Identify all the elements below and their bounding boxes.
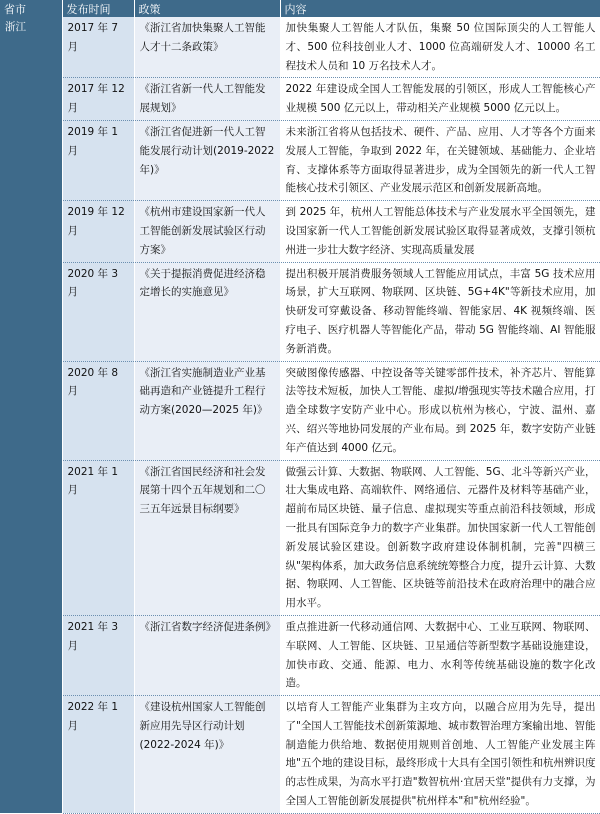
header-province: 省市	[0, 0, 62, 17]
date-cell: 2017 年 12 月	[62, 78, 134, 121]
date-cell: 2021 年 1 月	[62, 460, 134, 615]
table-row	[0, 17, 600, 78]
content-cell: 突破图像传感器、中控设备等关键零部件技术，补齐芯片、智能算法等技术短板，加快人工智能、虚拟/增强现实等技术融合应用，打造全球数字安防产业中心。形成以杭州为核心，宁波、温州、嘉兴、绍兴等地协同发展的产业布局。到 2025 年，数字安防产业链年产值达到 4000 亿元。	[280, 361, 600, 460]
policy-cell: 《浙江省实施制造业产业基础再造和产业链提升工程行动方案(2020—2025 年)》	[134, 361, 280, 460]
content-cell: 提出积极开展消费服务领域人工智能应用试点，丰富 5G 技术应用场景，扩大互联网、物联网、区块链、5G+4K"等新技术应用，加快研发可穿戴设备、移动智能终端、智能家居、4K 视频终端、医疗电子、医疗机器人等智能化产品，带动 5G 智能终端、AI 智能服务新消费。	[280, 262, 600, 361]
policy-cell: 《浙江省促进新一代人工智能发展行动计划(2019-2022年)》	[134, 120, 280, 200]
date-cell: 2022 年 1 月	[62, 696, 134, 814]
date-cell: 2017 年 7 月	[62, 17, 134, 78]
date-cell: 2020 年 8 月	[62, 361, 134, 460]
table-row	[0, 262, 600, 361]
content-cell: 做强云计算、大数据、物联网、人工智能、5G、北斗等新兴产业，壮大集成电路、高端软件、网络通信、元器件及材料等基础产业，超前布局区块链、量子信息、虚拟现实等重点前沿科技领域，形成一批具有国际竞争力的数字产业集群。加快国家新一代人工智能创新发展试验区建设。创新数字政府建设体制机制，完善"四横三纵"架构体系，加大政务信息系统统筹整合力度，提升云计算、大数据、物联网、人工智能、区块链等前沿技术在政府治理中的融合应用水平。	[280, 460, 600, 615]
policy-cell: 《浙江省国民经济和社会发展第十四个五年规划和二〇三五年远景目标纲要》	[134, 460, 280, 615]
content-cell: 以培育人工智能产业集群为主攻方向，以融合应用为先导，提出了"全国人工智能技术创新策源地、城市数智治理方案输出地、智能制造能力供给地、数据使用规则首创地、人工智能产业发展主阵地"五个地的建设目标，最终形成十大具有全国引领性和杭州辨识度的志性成果，为高水平打造"数智杭州·宜居天堂"提供有力支撑，为全国人工智能创新发展提供"杭州样本"和"杭州经验"。	[280, 696, 600, 814]
table-row	[0, 78, 600, 121]
content-cell: 2022 年建设成全国人工智能发展的引领区，形成人工智能核心产业规模 500 亿元以上，带动相关产业规模 5000 亿元以上。	[280, 78, 600, 121]
table-header-row	[0, 0, 600, 17]
table-row	[0, 696, 600, 814]
table-row	[0, 615, 600, 695]
policy-cell: 《建设杭州国家人工智能创新应用先导区行动计划(2022-2024 年)》	[134, 696, 280, 814]
content-cell: 重点推进新一代移动通信网、大数据中心、工业互联网、物联网、车联网、人工智能、区块链、卫星通信等新型数字基础设施建设，加快市政、交通、能源、电力、水利等传统基础设施的数字化改造。	[280, 615, 600, 695]
policy-cell: 《浙江省数字经济促进条例》	[134, 615, 280, 695]
header-policy: 政策	[134, 0, 280, 17]
policy-cell: 《关于提振消费促进经济稳定增长的实施意见》	[134, 262, 280, 361]
table-row	[0, 201, 600, 262]
policy-cell: 《浙江省新一代人工智能发展规划》	[134, 78, 280, 121]
date-cell: 2019 年 12 月	[62, 201, 134, 262]
header-content: 内容	[280, 0, 600, 17]
content-cell: 加快集聚人工智能人才队伍，集聚 50 位国际顶尖的人工智能人才、500 位科技创业人才、1000 位高端研发人才、10000 名工程技术人员和 10 万名技术人才。	[280, 17, 600, 78]
table-row	[0, 460, 600, 615]
header-date: 发布时间	[62, 0, 134, 17]
date-cell: 2020 年 3 月	[62, 262, 134, 361]
table-row	[0, 120, 600, 200]
content-cell: 未来浙江省将从包括技术、硬件、产品、应用、人才等各个方面来发展人工智能，争取到 2022 年，在关键领域、基础能力、企业培育、支撑体系等方面取得显著进步，成为全国领先的新一代人工智能核心技术引领区、产业发展示范区和创新发展新高地。	[280, 120, 600, 200]
date-cell: 2019 年 1 月	[62, 120, 134, 200]
date-cell: 2021 年 3 月	[62, 615, 134, 695]
policy-cell: 《浙江省加快集聚人工智能人才十二条政策》	[134, 17, 280, 78]
table-row	[0, 361, 600, 460]
content-cell: 到 2025 年，杭州人工智能总体技术与产业发展水平全国领先，建设国家新一代人工智能创新发展试验区取得显著成效，支撑引领杭州进一步壮大数字经济、实现高质量发展	[280, 201, 600, 262]
policy-cell: 《杭州市建设国家新一代人工智能创新发展试验区行动方案》	[134, 201, 280, 262]
province-cell: 浙江	[0, 17, 62, 813]
